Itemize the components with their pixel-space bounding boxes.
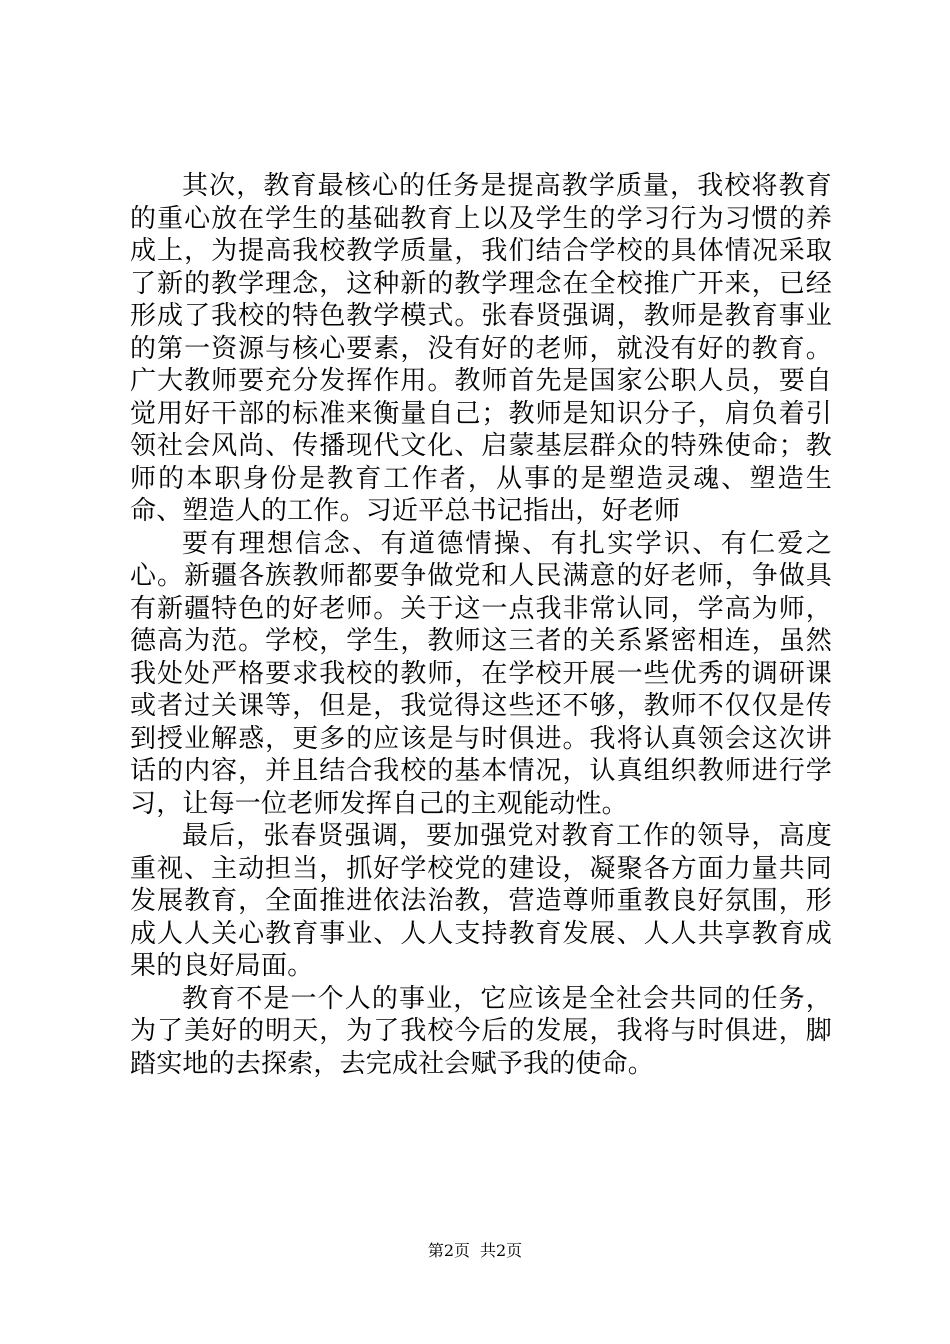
paragraph-2: 要有理想信念、有道德情操、有扎实学识、有仁爱之心。新疆各族教师都要争做党和人民满意的好老师，争做具有新疆特色的好老师。关于这一点我非常认同，学高为师，德高为范。学校，学生，教师这三者的关系紧密相连，虽然我处处严格要求我校的教师，在学校开展一些优秀的调研课或者过关课等，但是，我觉得这些还不够，教师不仅仅是传到授业解惑，更多的应该是与时俱进。我将认真领会这次讲话的内容，并且结合我校的基本情况，认真组织教师进行学习，让每一位老师发挥自己的主观能动性。	[130, 528, 832, 819]
page-number-total: 共2页	[480, 1241, 523, 1260]
document-body	[130, 170, 832, 1080]
paragraph-4: 教育不是一个人的事业，它应该是全社会共同的任务，为了美好的明天，为了我校今后的发展，我将与时俱进，脚踏实地的去探索，去完成社会赋予我的使命。	[130, 983, 832, 1079]
page-number-current: 第2页	[427, 1241, 470, 1260]
paragraph-1: 其次，教育最核心的任务是提高教学质量，我校将教育的重心放在学生的基础教育上以及学生的学习行为习惯的养成上，为提高我校教学质量，我们结合学校的具体情况采取了新的教学理念，这种新的教学理念在全校推广开来，已经形成了我校的特色教学模式。张春贤强调，教师是教育事业的第一资源与核心要素，没有好的老师，就没有好的教育。广大教师要充分发挥作用。教师首先是国家公职人员，要自觉用好干部的标准来衡量自己；教师是知识分子，肩负着引领社会风尚、传播现代文化、启蒙基层群众的特殊使命；教师的本职身份是教育工作者，从事的是塑造灵魂、塑造生命、塑造人的工作。习近平总书记指出，好老师	[130, 171, 832, 526]
page-footer	[0, 1241, 950, 1261]
paragraph-3: 最后，张春贤强调，要加强党对教育工作的领导，高度重视、主动担当，抓好学校党的建设，凝聚各方面力量共同发展教育，全面推进依法治教，营造尊师重教良好氛围，形成人人关心教育事业、人人支持教育发展、人人共享教育成果的良好局面。	[130, 821, 832, 981]
